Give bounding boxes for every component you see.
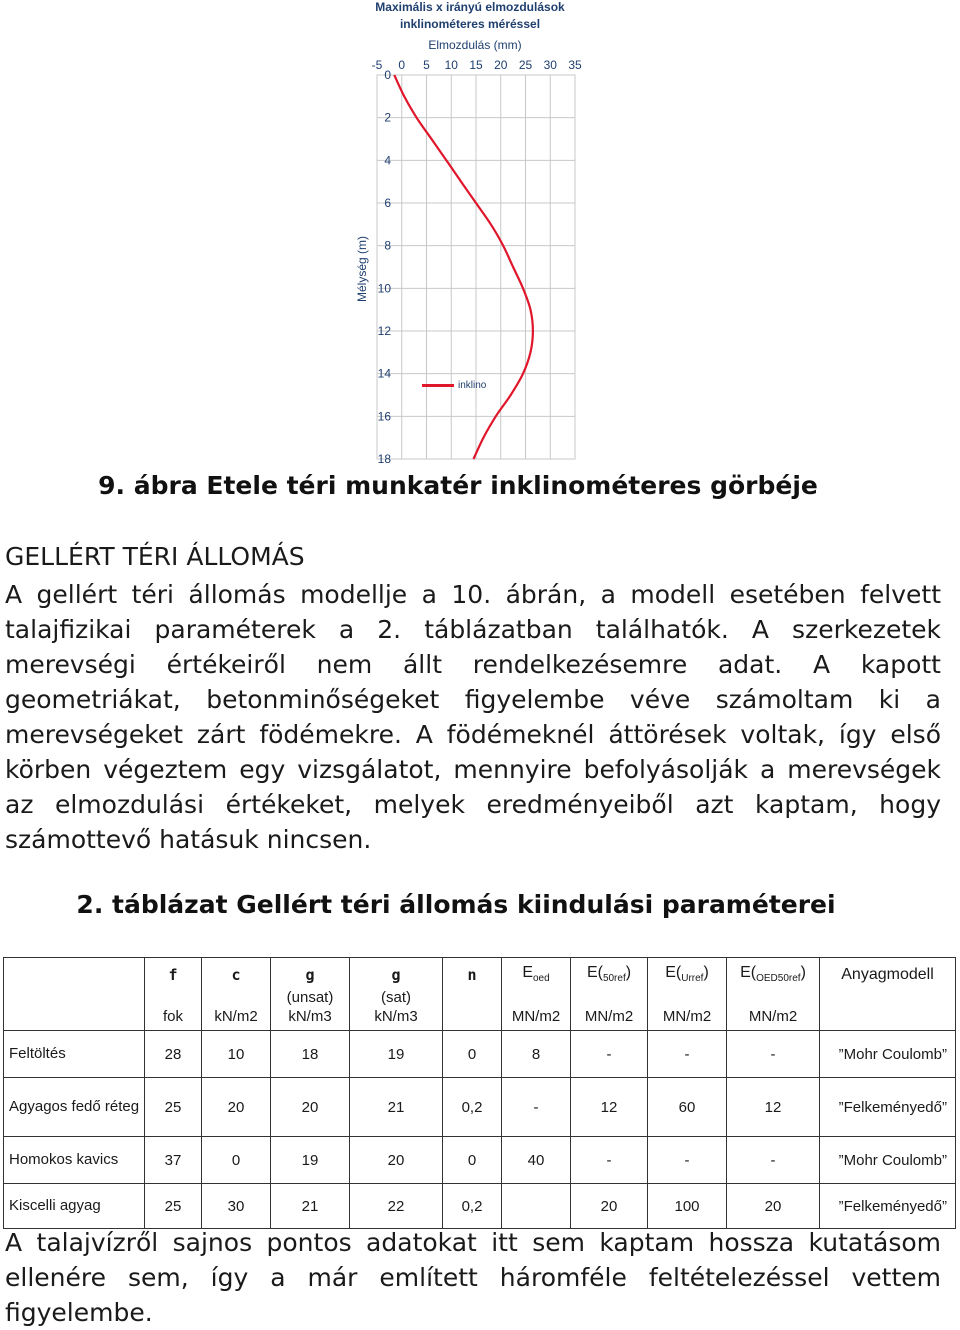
cell-e-oed50ref: - [727,1031,820,1078]
y-tick-label: 0 [384,68,391,82]
inclinometer-chart [340,0,600,465]
cell-c: 10 [202,1031,271,1078]
header-e-urref-sub: Urref [681,973,704,984]
header-e-50ref [571,958,648,985]
table-row [4,1137,956,1184]
unit-nu [443,984,502,1031]
table-row [4,1184,956,1229]
cell-gamma-unsat: 20 [271,1078,350,1137]
header-e-urref [648,958,727,985]
header-symbol-c: c [202,958,271,985]
header-e-urref-main: E( [665,963,682,981]
cell-c: 0 [202,1137,271,1184]
cell-e-oed50ref: - [727,1137,820,1184]
cell-e-oed50ref: 12 [727,1078,820,1137]
header-e-oed50ref [727,958,820,985]
chart-x-axis-label: Elmozdulás (mm) [428,38,522,52]
cell-e-50ref: - [571,1137,648,1184]
cell-model: ”Felkeményedő” [820,1078,956,1137]
cell-c: 20 [202,1078,271,1137]
section-heading: GELLÉRT TÉRI ÁLLOMÁS [5,542,305,571]
table-caption: 2. táblázat Gellért téri állomás kiindulási paraméterei [76,890,836,919]
chart-y-axis-label: Mélység (m) [355,236,369,303]
cell-phi: 28 [145,1031,202,1078]
cell-e-oed50ref: 20 [727,1184,820,1229]
legend-swatch [422,384,454,387]
cell-gamma-unsat: 21 [271,1184,350,1229]
row-name: Kiscelli agyag [4,1184,145,1229]
x-tick-label: 25 [518,58,533,72]
cell-gamma-sat: 19 [350,1031,443,1078]
unit-gamma-sat [350,984,443,1031]
unit-gamma-sat-value: kN/m3 [374,1008,418,1025]
cell-e-50ref: 12 [571,1078,648,1137]
unit-e-50ref: MN/m2 [571,984,648,1031]
unit-e-oed50ref: MN/m2 [727,984,820,1031]
unit-model [820,984,956,1031]
cell-e-50ref: 20 [571,1184,648,1229]
y-tick-label: 8 [384,238,391,253]
x-tick-label: -5 [371,58,383,72]
cell-gamma-sat: 21 [350,1078,443,1137]
y-tick-label: 18 [377,452,391,466]
cell-gamma-sat: 20 [350,1137,443,1184]
header-e-oed-main: E [522,963,533,981]
cell-e-oed: 8 [502,1031,571,1078]
x-tick-label: 20 [494,58,508,72]
body-paragraph: A gellért téri állomás modellje a 10. ábrán, a modell esetében felvett talajfizikai paraméterek a 2. táblázatban találhatók. A szerkezetek merevségi értékeiről nem állt rendelkezésemre adat. A kapott geometriákat, betonminőségeket figyelembe véve számoltam ki a merevségeket zárt födémekre. A födémeknél áttörések voltak, így első körben végeztem egy vizsgálatot, mennyire befolyásolják a merevségek az elmozdulási értékeket, melyek eredményeiből azt kaptam, hogy számottevő hatásuk nincsen. [5,580,941,854]
header-e-50ref-sub: 50ref [602,973,626,984]
cell-e-oed: 40 [502,1137,571,1184]
header-empty-cell [4,958,145,1031]
table-row [4,1031,956,1078]
header-e-50ref-close: ) [625,963,632,981]
legend-label: inklino [458,380,487,391]
cell-phi: 37 [145,1137,202,1184]
x-tick-label: 30 [543,58,557,72]
cell-e-urref: - [648,1137,727,1184]
cell-e-urref: 100 [648,1184,727,1229]
unit-e-oed: MN/m2 [502,984,571,1031]
cell-nu: 0,2 [443,1184,502,1229]
x-tick-label: 15 [469,58,483,72]
chart-title-line-1: Maximális x irányú elmozdulások [375,0,565,14]
cell-model: ”Mohr Coulomb” [820,1031,956,1078]
unit-gamma-unsat-label: (unsat) [286,989,334,1006]
header-e-oed50ref-main: E( [740,963,757,981]
unit-e-urref: MN/m2 [648,984,727,1031]
cell-e-urref: - [648,1031,727,1078]
unit-gamma-sat-label: (sat) [381,989,411,1006]
y-tick-label: 10 [377,281,391,296]
row-name: Feltöltés [4,1031,145,1078]
cell-phi: 25 [145,1078,202,1137]
figure-caption: 9. ábra Etele téri munkatér inklinométeres görbéje [98,471,818,500]
cell-e-oed: - [502,1078,571,1137]
y-tick-label: 12 [377,324,391,338]
x-tick-label: 35 [568,58,582,72]
header-e-oed [502,958,571,985]
cell-gamma-sat: 22 [350,1184,443,1229]
header-symbol-gamma-sat: g [350,958,443,985]
y-tick-label: 14 [377,366,391,381]
table-header-symbols [4,958,956,985]
chart-legend [422,380,486,391]
header-symbol-nu: n [443,958,502,985]
cell-model: ”Felkeményedő” [820,1184,956,1229]
y-tick-label: 4 [384,153,391,168]
chart-title-line-2: inklinométeres méréssel [399,17,541,31]
x-tick-label: 10 [444,58,458,72]
header-e-oed50ref-sub: OED50ref [756,973,801,984]
unit-phi: fok [145,984,202,1031]
unit-c: kN/m2 [202,984,271,1031]
cell-phi: 25 [145,1184,202,1229]
cell-e-urref: 60 [648,1078,727,1137]
cell-nu: 0 [443,1031,502,1078]
header-e-oed50ref-close: ) [800,963,806,981]
x-tick-label: 5 [423,58,430,72]
cell-nu: 0 [443,1137,502,1184]
table-header-units [4,984,956,1031]
header-symbol-gamma-unsat: g [271,958,350,985]
row-name: Agyagos fedő réteg [4,1078,145,1137]
unit-gamma-unsat-value: kN/m3 [288,1008,332,1025]
header-material-model: Anyagmodell [820,958,956,985]
chart-plot-area [340,0,600,465]
soil-parameter-table [3,957,956,1229]
cell-model: ”Mohr Coulomb” [820,1137,956,1184]
cell-gamma-unsat: 18 [271,1031,350,1078]
cell-c: 30 [202,1184,271,1229]
cell-e-oed [502,1184,571,1229]
cell-nu: 0,2 [443,1078,502,1137]
y-tick-label: 6 [384,196,391,210]
y-tick-label: 2 [384,110,391,125]
cell-gamma-unsat: 19 [271,1137,350,1184]
x-tick-label: 0 [398,58,406,72]
table-row [4,1078,956,1137]
closing-paragraph: A talajvízről sajnos pontos adatokat itt sem kaptam hossza kutatásom ellenére sem, így a már említett háromféle feltételezéssel vettem figyelembe. [5,1228,941,1327]
y-tick-label: 16 [377,409,391,424]
header-symbol-phi: f [145,958,202,985]
header-e-urref-close: ) [703,963,709,981]
header-e-50ref-main: E( [586,963,603,981]
row-name: Homokos kavics [4,1137,145,1184]
cell-e-50ref: - [571,1031,648,1078]
header-e-oed-sub: oed [532,973,550,984]
unit-gamma-unsat [271,984,350,1031]
